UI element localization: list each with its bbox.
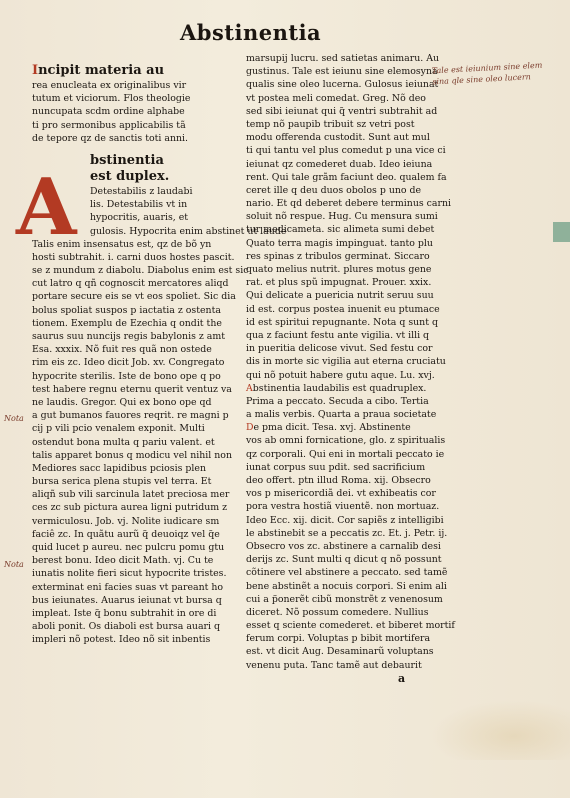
text-line <box>246 382 456 395</box>
text-line: Qui delicate a puericia nutrit seruu suu <box>246 290 434 302</box>
margin-note-line: Tale est ieiunium sine elem <box>431 60 543 76</box>
text-line: quato melius nutrit. plures motus gene <box>246 264 432 275</box>
text-line: cij p vili pcio venalem exponit. Multi <box>32 423 205 435</box>
text-line: Ideo Ecc. xij. dicit. Cor sapiẽs z intelligibi <box>246 514 444 526</box>
margin-note-left: Nota <box>4 560 24 569</box>
text-line: qua z faciunt festu ante vigilia. vt illi q <box>246 329 430 341</box>
text-line: lis. Detestabilis vt in <box>90 199 188 211</box>
text-line-rest: e pma dicit. Tesa. xvj. Abstinente <box>253 422 411 434</box>
text-line-rest: bstinentia laudabilis est quadruplex. <box>252 382 427 394</box>
text-line: Talis enim insensatus est, qz de bõ yn <box>32 238 212 250</box>
incipit-line: de tepore qz de sanctis toti anni. <box>32 132 188 144</box>
text-line: pora vestra hostiã viuentẽ. non mortuaz. <box>246 501 440 513</box>
text-line: berest bonu. Ideo dicit Math. vj. Cu te <box>32 555 214 567</box>
text-line: aboli ponit. Os diaboli est bursa auari q <box>32 621 220 633</box>
margin-note-left: Nota <box>4 414 24 423</box>
text-line: ne laudis. Gregor. Qui ex bono ope qd <box>32 396 212 408</box>
text-line: iunatis nolite fieri sicut hypocrite tristes. <box>32 568 227 580</box>
rubric-capital: D <box>246 422 254 434</box>
text-line: gulosis. Hypocrita enim abstinet ut laude <box>90 225 287 237</box>
text-line: ceret ille q deu duos obolos p uno de <box>246 184 422 196</box>
text-line: in pueritia delicose vivut. Sed festu cor <box>246 343 433 355</box>
text-line: deo offert. ptn illud Roma. xij. Obsecro <box>246 475 431 486</box>
text-line: ostendut bona multa q pariu valent. et <box>32 436 215 448</box>
text-line: Obsecro vos zc. abstinere a carnalib desi <box>246 540 441 552</box>
text-line: rat. et plus spũ impugnat. Prouer. xxix. <box>246 277 432 289</box>
text-line: Esa. xxxix. Nõ fuit res quã non ostede <box>32 344 212 356</box>
text-line: talis apparet bonus q modicu vel nihil non <box>32 449 232 461</box>
text-line: cut latro q qñ cognoscit mercatores aliqd <box>32 278 229 290</box>
text-line: bene abstinẽt a nocuis corpori. Si enim ali <box>246 580 447 592</box>
text-line: ti qui tantu vel plus comedut p una vice ci <box>246 145 446 157</box>
text-line: qz corporali. Qui eni in mortali peccato ie <box>246 448 445 460</box>
bookmark-tab <box>553 222 570 242</box>
text-line: iunat corpus suu pdit. sed sacrificium <box>246 461 426 473</box>
text-line: rim eis zc. Ideo dicit Job. xv. Congregato <box>32 357 225 369</box>
page-running-title: Abstinentia <box>180 20 322 45</box>
right-text-column <box>246 52 456 697</box>
text-line: vt postea meli comedat. Greg. Nõ deo <box>246 92 426 104</box>
text-line: vermiculosu. Job. vj. Nolite iudicare sm <box>32 515 220 527</box>
text-line: marsupij lucru. sed satietas animaru. Au <box>246 53 440 64</box>
section-heading: est duplex. <box>90 168 170 184</box>
text-line: Prima a peccato. Secuda a cibo. Tertia <box>246 395 429 407</box>
paper-stain <box>430 700 570 760</box>
text-line: Mediores sacc lapidibus pciosis plen <box>32 462 206 474</box>
text-line: vos p misericordiã dei. vt exhibeatis cor <box>246 488 436 500</box>
text-line: le abstinebit se a peccatis zc. Et. j. Petr. ij. <box>246 527 448 539</box>
text-line: hosti subtrahit. i. carni duos hostes pascit. <box>32 251 235 263</box>
margin-note-line: sina qle sine oleo lucern <box>432 72 532 87</box>
decorated-initial: A <box>16 162 77 253</box>
incipit-line: tutum et viciorum. Flos theologie <box>32 93 191 105</box>
text-line: test habere regnu eternu querit ventuz va <box>32 383 232 395</box>
text-line: nario. Et qd deberet debere terminus carni <box>246 198 452 210</box>
text-line: Quato terra magis impinguat. tanto plu <box>246 237 433 249</box>
text-line: temp nõ paupib tribuit sz vetri post <box>246 118 415 130</box>
text-line: quid lucet p aureu. nec pulcru pomu gtu <box>32 542 225 553</box>
text-line: Detestabilis z laudabi <box>90 185 193 197</box>
text-line: soluit nõ respue. Hug. Cu mensura sumi <box>246 211 438 223</box>
text-line: est. vt dicit Aug. Desaminarũ voluptans <box>246 646 434 658</box>
text-line: cui a p̃onerẽt cibũ monstrẽt z venenosum <box>246 593 443 605</box>
section-heading: bstinentia <box>90 152 164 168</box>
text-line: a gut bumanos fauores reqrit. re magni p <box>32 410 229 422</box>
text-line: rent. Qui tale grãm faciunt deo. qualem fa <box>246 171 447 183</box>
incipit-line: ti pro sermonibus applicabilis tã <box>32 119 186 131</box>
text-line: impleri nõ potest. Ideo nõ sit inbentis <box>32 634 211 646</box>
spacer <box>32 145 244 153</box>
text-line: aliqñ sub vili sarcinula latet preciosa mer <box>32 489 230 501</box>
text-line: hypocritis, auaris, et <box>90 212 189 224</box>
text-line: res spinas z tribulos germinat. Siccaro <box>246 250 430 262</box>
text-line: venenu puta. Tanc tamẽ aut debaurit <box>246 659 422 671</box>
text-line: id est. corpus postea inuenit eu ptumace <box>246 303 440 315</box>
text-line: hypocrite sterilis. Iste de bono ope q po <box>32 370 221 382</box>
text-line: tur medicameta. sic alimeta sumi debet <box>246 224 435 236</box>
text-line: impleat. Iste q̃ bonu subtrahit in ore di <box>32 607 217 619</box>
text-line: qui nõ potuit habere gutu aque. Lu. xvj. <box>246 369 435 381</box>
text-line: vos ab omni fornicatione, glo. z spiritualis <box>246 435 446 447</box>
text-line: ieiunat qz comederet duab. Ideo ieiuna <box>246 158 433 170</box>
text-line: dis in morte sic vigilia aut eterna cruciatu <box>246 356 446 368</box>
text-line: ferum corpi. Voluptas p bibit mortifera <box>246 633 431 645</box>
text-line: ces zc sub pictura aurea ligni putridum z <box>32 502 228 514</box>
signature-mark: a <box>398 672 406 685</box>
text-line: bursa serica plena stupis vel terra. Et <box>32 476 212 488</box>
text-line: derijs zc. Sunt multi q dicut q nõ possunt <box>246 554 442 566</box>
text-line: modu offerenda custodit. Sunt aut mul <box>246 132 430 144</box>
text-line: esset q sciente comederet. et biberet mortif <box>246 620 455 632</box>
text-line: qualis sine oleo lucerna. Gulosus ieiunat <box>246 79 439 91</box>
rubric-capital: A <box>246 382 253 394</box>
text-line: sed sibi ieiunat qui q̃ ventri subtrahit ad <box>246 105 438 117</box>
text-line: tionem. Exemplu de Ezechia q ondit the <box>32 317 222 329</box>
text-line <box>246 421 456 434</box>
text-line: saurus suu nuncijs regis babylonis z amt <box>32 331 226 342</box>
text-line: exterminat eni facies suas vt pareant ho <box>32 581 224 593</box>
text-line: cõtinere vel abstinere a peccato. sed tamẽ <box>246 567 448 579</box>
left-body-text <box>32 185 287 647</box>
text-line: se z mundum z diabolu. Diabolus enim est sic <box>32 265 249 277</box>
incipit-line: Incipit materia au <box>32 63 165 78</box>
incipit-line: nuncupata scdm ordine alphabe <box>32 106 185 118</box>
text-line: bolus spoliat suspos p iactatia z ostenta <box>32 304 221 316</box>
text-line: diceret. Nõ possum comedere. Nullius <box>246 606 429 618</box>
incipit-line: rea enucleata ex originalibus vir <box>32 80 187 91</box>
text-line: faciê zc. In quãtu aurũ q̃ deuoiqz vel q̃e <box>32 528 220 540</box>
text-line: id est spiritui repugnante. Nota q sunt q <box>246 316 438 328</box>
text-line: portare secure eis se vt eos spoliet. Sic dia <box>32 291 236 303</box>
text-line: bus ieiunates. Auarus ieiunat vt bursa q <box>32 594 222 606</box>
text-line: a malis verbis. Quarta a praua societate <box>246 409 437 421</box>
text-line: gustinus. Tale est ieiunu sine elemosyna <box>246 66 438 78</box>
